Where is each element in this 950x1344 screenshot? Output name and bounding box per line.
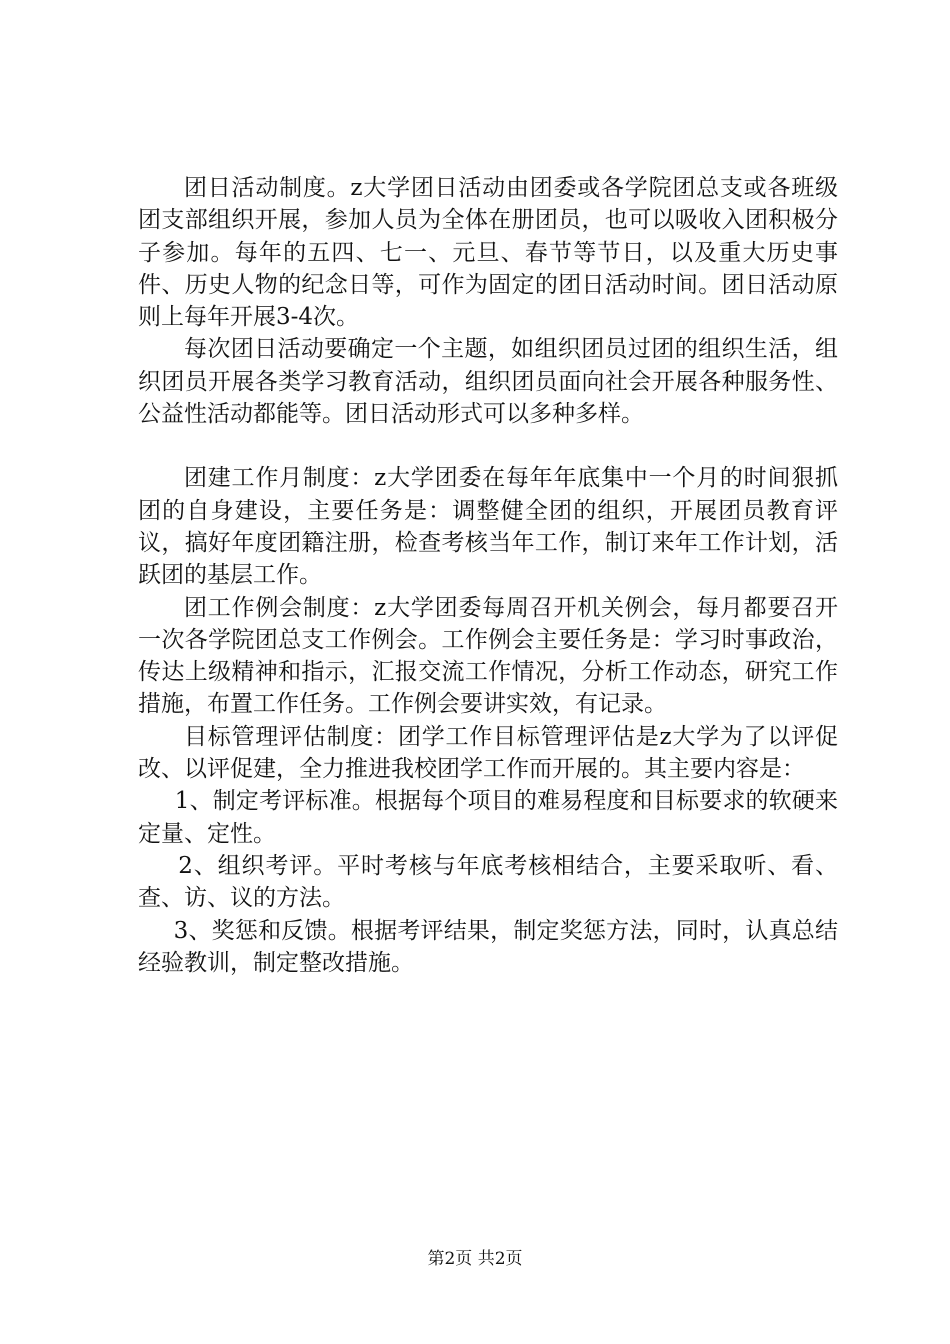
paragraph-target-management: 目标管理评估制度：团学工作目标管理评估是z大学为了以评促改、以评促建，全力推进我校团学工作而开展的。其主要内容是： (138, 723, 838, 783)
paragraph-work-meeting-system: 团工作例会制度：z大学团委每周召开机关例会，每月都要召开一次各学院团总支工作例会。工作例会主要任务是：学习时事政治，传达上级精神和指示，汇报交流工作情况，分析工作动态，研究工作措施，布置工作任务。工作例会要讲实效，有记录。 (138, 594, 838, 718)
document-body (138, 172, 838, 979)
paragraph-team-day-theme: 每次团日活动要确定一个主题，如组织团员过团的组织生活，组织团员开展各类学习教育活动，组织团员面向社会开展各种服务性、公益性活动都能等。团日活动形式可以多种多样。 (138, 336, 838, 428)
page-number-footer: 第2页 共2页 (427, 1249, 523, 1269)
list-item-organize-evaluation: 2、组织考评。平时考核与年底考核相结合，主要采取听、看、查、访、议的方法。 (138, 852, 838, 912)
list-item-evaluation-standard: 1、制定考评标准。根据每个项目的难易程度和目标要求的软硬来定量、定性。 (138, 788, 838, 847)
paragraph-team-day-system: 团日活动制度。z大学团日活动由团委或各学院团总支或各班级团支部组织开展，参加人员为全体在册团员，也可以吸收入团积极分子参加。每年的五四、七一、元旦、春节等节日，以及重大历史事件、历史人物的纪念日等，可作为固定的团日活动时间。团日活动原则上每年开展3-4次。 (138, 175, 838, 331)
list-item-rewards-feedback: 3、奖惩和反馈。根据考评结果，制定奖惩方法，同时，认真总结经验教训，制定整改措施。 (138, 917, 838, 976)
paragraph-team-building-month: 团建工作月制度：z大学团委在每年年底集中一个月的时间狠抓团的自身建设，主要任务是：调整健全团的组织，开展团员教育评议，搞好年度团籍注册，检查考核当年工作，制订来年工作计划，活跃团的基层工作。 (138, 465, 838, 589)
